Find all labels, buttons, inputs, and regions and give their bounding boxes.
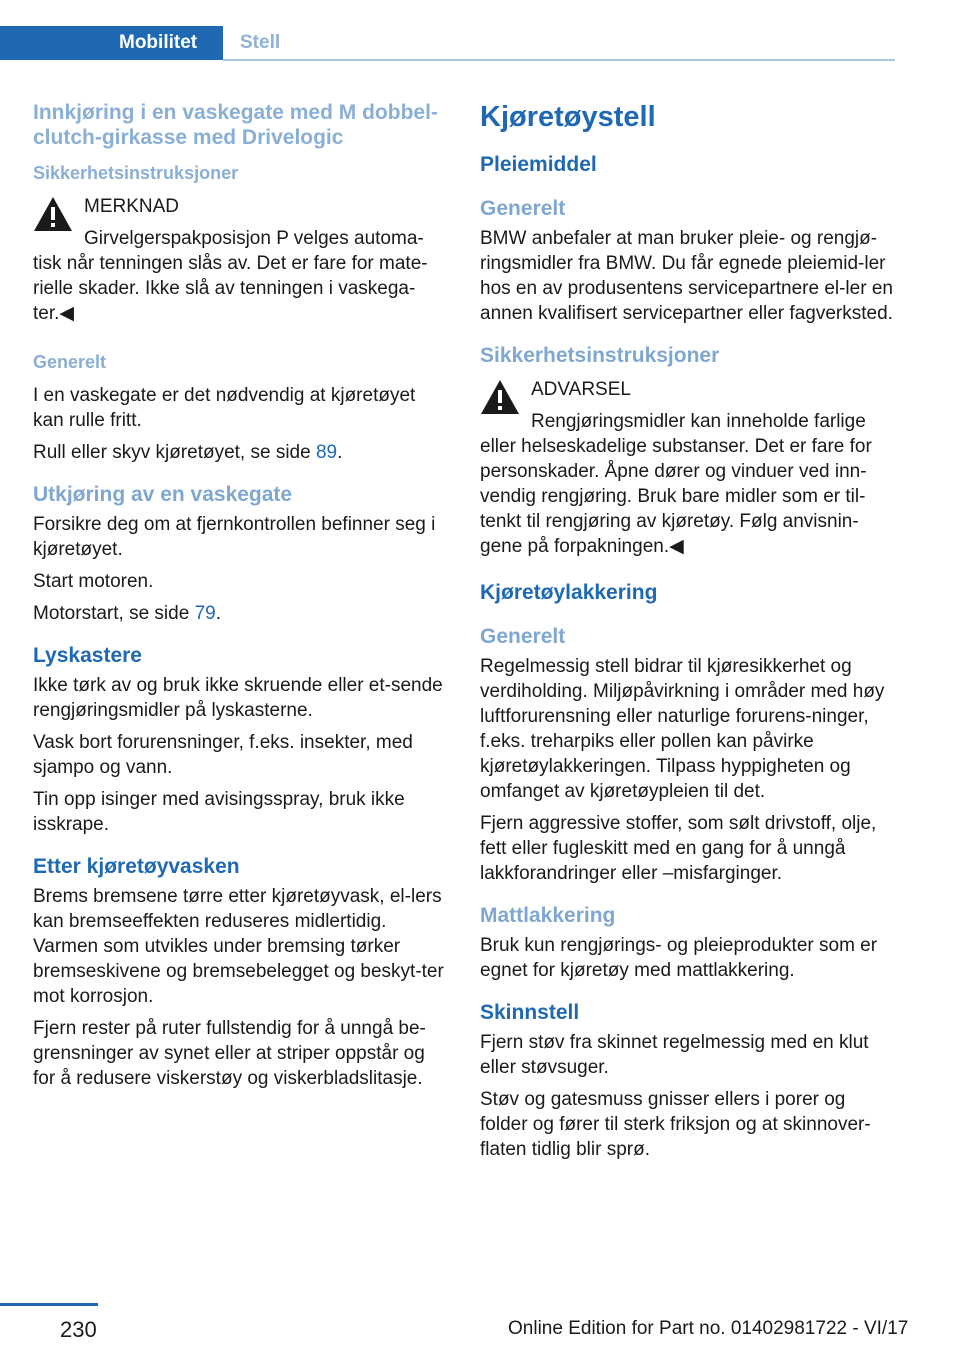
tab-divider [223, 59, 895, 61]
general-heading-right: Generelt [480, 197, 566, 220]
after-wash-paragraph-2: Fjern rester på ruter fullstendig for å unngå be‐grensninger av synet eller at striper oppstår og for å redusere viskerstøy og viskerbladslitasje. [33, 1018, 426, 1089]
page-number-rule [0, 1303, 98, 1306]
after-wash-paragraph-1: Brems bremsene tørre etter kjøretøyvask, el‐lers kan bremseeffekten reduseres midlertidig. Varmen som utvikles under bremsing tørker bremseskivene og bremsebelegget og beskyt‐ter mot korrosjon. [33, 886, 444, 1007]
general-heading-left: Generelt [33, 352, 107, 372]
warning-triangle-icon [33, 196, 73, 232]
warning-label: ADVARSEL [531, 379, 631, 400]
page-link-79[interactable]: 79 [194, 603, 216, 624]
exit-paragraph-2: Start motoren. [33, 571, 154, 592]
tab-stell[interactable]: Stell [240, 32, 281, 53]
page-link-89[interactable]: 89 [315, 442, 338, 463]
general-paragraph-1: I en vaskegate er det nødvendig at kjøretøyet kan rulle fritt. [33, 385, 416, 431]
paint-heading: Kjøretøylakkering [480, 581, 658, 604]
section-tabs [0, 26, 895, 60]
matte-paint-heading: Mattlakkering [480, 904, 616, 927]
safety-heading-left: Sikkerhetsinstruksjoner [33, 163, 239, 183]
right-column [480, 100, 896, 1169]
right-title: Kjøretøystell [480, 101, 656, 133]
notice-text: tisk når tenningen slås av. Det er fare for mate‐rielle skader. Ikke slå av tenningen i vaskega‐ter.◀ [33, 253, 428, 324]
care-products-heading: Pleiemiddel [480, 153, 597, 176]
notice-block [33, 194, 449, 326]
paint-general-heading: Generelt [480, 625, 566, 648]
warning-text: eller helseskadelige substanser. Det er fare for personskader. Åpne dører og vinduer ved inn‐vendig rengjøring. Bruk bare midler som er til‐tenkt til rengjøring av kjøretøy. Følg anvisnin‐gene på forpakningen.◀ [480, 436, 872, 557]
safety-heading-right: Sikkerhetsinstruksjoner [480, 344, 720, 367]
lights-paragraph-3: Tin opp isinger med avisingsspray, bruk ikke isskrape. [33, 789, 405, 835]
exit-heading: Utkjøring av en vaskegate [33, 483, 293, 506]
leather-care-heading: Skinnstell [480, 1001, 580, 1024]
lights-paragraph-2: Vask bort forurensninger, f.eks. insekter, med sjampo og vann. [33, 732, 413, 778]
exit-paragraph-3: Motorstart, se side 79. [33, 603, 221, 624]
exit-paragraph-1: Forsikre deg om at fjernkontrollen befinner seg i kjøretøyet. [33, 514, 436, 560]
leather-paragraph-1: Fjern støv fra skinnet regelmessig med en klut eller støvsuger. [480, 1032, 869, 1078]
warning-line-1: Rengjøringsmidler kan inneholde farlige [531, 411, 866, 432]
notice-line-1: Girvelgerspakposisjon P velges automa‐ [84, 228, 424, 249]
page-number: 230 [60, 1317, 97, 1342]
care-general-paragraph: BMW anbefaler at man bruker pleie- og rengjø‐ringsmidler fra BMW. Du får egnede pleiemid‐ler hos en av produsentens servicepartnere el‐ler en annen kvalifisert servicepartner eller fagverksted. [480, 228, 893, 324]
tab-mobilitet[interactable]: Mobilitet [0, 26, 223, 60]
paint-paragraph-1: Regelmessig stell bidrar til kjøresikkerhet og verdiholding. Miljøpåvirkning i områder med høy luftforurensning eller naturlige forurens‐ninger, f.eks. treharpiks eller pollen kan påvirke kjøretøylakkeringen. Tilpass hyppigheten og omfanget av kjøretøypleien til det. [480, 656, 885, 802]
warning-block [480, 377, 896, 559]
edition-footer: Online Edition for Part no. 01402981722 - VI/17 [508, 1318, 909, 1339]
lights-heading: Lyskastere [33, 644, 142, 667]
warning-triangle-icon [480, 379, 520, 415]
left-column [33, 100, 449, 1098]
left-title: Innkjøring i en vaskegate med M dobbel-clutch-girkasse med Drivelogic [33, 101, 438, 149]
paint-paragraph-2: Fjern aggressive stoffer, som sølt drivstoff, olje, fett eller fugleskitt med en gang for å unngå lakkforandringer eller –misfarginger. [480, 813, 877, 884]
notice-label: MERKNAD [84, 196, 180, 217]
general-paragraph-2: Rull eller skyv kjøretøyet, se side 89. [33, 442, 343, 463]
lights-paragraph-1: Ikke tørk av og bruk ikke skruende eller et‐sende rengjøringsmidler på lyskasterne. [33, 675, 443, 721]
after-wash-heading: Etter kjøretøyvasken [33, 855, 240, 878]
matte-paragraph: Bruk kun rengjørings- og pleieprodukter som er egnet for kjøretøy med mattlakkering. [480, 935, 878, 981]
leather-paragraph-2: Støv og gatesmuss gnisser ellers i porer og folder og fører til sterk friksjon og at skinnover‐flaten tidlig blir sprø. [480, 1089, 871, 1160]
